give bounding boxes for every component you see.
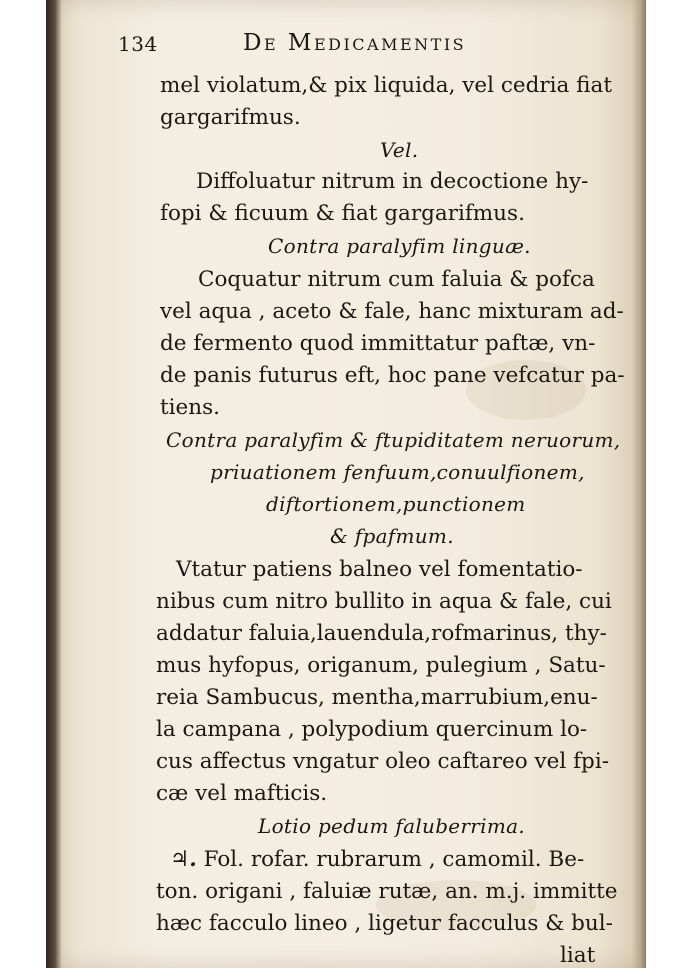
text-line: fopi & ficuum & fiat gargarifmus. bbox=[160, 201, 525, 226]
running-head: De Medicamentis bbox=[243, 30, 467, 56]
text-line: reia Sambucus, mentha,marrubium,enu- bbox=[156, 685, 598, 710]
text-segment: Fol. rofar. rubrarum , camomil. Be- bbox=[203, 847, 585, 872]
text-line: mel violatum,& pix liquida, vel cedria fiat bbox=[160, 73, 612, 98]
text-line: tiens. bbox=[160, 395, 220, 420]
text-line: ton. origani , faluiæ rutæ, an. m.j. immitte bbox=[156, 879, 618, 904]
catchword: liat bbox=[560, 943, 596, 968]
recipe-symbol: ♃. bbox=[170, 847, 197, 872]
text-line: nibus cum nitro bullito in aqua & fale, cui bbox=[156, 589, 612, 614]
section-heading: & fpafmum. bbox=[330, 524, 454, 548]
text-line: Diffoluatur nitrum in decoctione hy- bbox=[196, 169, 589, 194]
section-heading: Lotio pedum faluberrima. bbox=[258, 814, 526, 838]
text-line: gargarifmus. bbox=[160, 105, 301, 130]
text-line: addatur faluia,lauendula,rofmarinus, thy- bbox=[156, 621, 607, 646]
section-heading: priuationem fenfuum,conuulfionem, bbox=[210, 460, 585, 484]
section-heading: Contra paralyfim linguæ. bbox=[268, 234, 531, 258]
text-line bbox=[170, 844, 584, 876]
text-line: mus hyfopus, origanum, pulegium , Satu- bbox=[156, 653, 606, 678]
page-header bbox=[118, 30, 638, 60]
page-text bbox=[118, 30, 638, 968]
section-heading: Vel. bbox=[380, 138, 419, 162]
text-line: de fermento quod immittatur paftæ, vn- bbox=[160, 331, 596, 356]
page-edge-shadow bbox=[632, 0, 646, 968]
text-line: la campana , polypodium quercinum lo- bbox=[156, 717, 588, 742]
text-line: de panis futurus eft, hoc pane vefcatur pa- bbox=[160, 363, 625, 388]
page-number: 134 bbox=[118, 32, 158, 56]
text-line: Vtatur patiens balneo vel fomentatio- bbox=[176, 557, 583, 582]
section-heading: diftortionem,punctionem bbox=[266, 492, 526, 516]
text-line: hæc facculo lineo , ligetur facculus & bul- bbox=[156, 911, 613, 936]
section-heading: Contra paralyfim & ftupiditatem neruorum, bbox=[166, 428, 621, 452]
book-spine-shadow bbox=[46, 0, 62, 968]
text-line: vel aqua , aceto & fale, hanc mixturam ad- bbox=[160, 299, 624, 324]
text-line: cæ vel mafticis. bbox=[156, 781, 328, 806]
text-line: cus affectus vngatur oleo caftareo vel fpi- bbox=[156, 749, 609, 774]
text-line: Coquatur nitrum cum faluia & pofca bbox=[198, 267, 595, 292]
